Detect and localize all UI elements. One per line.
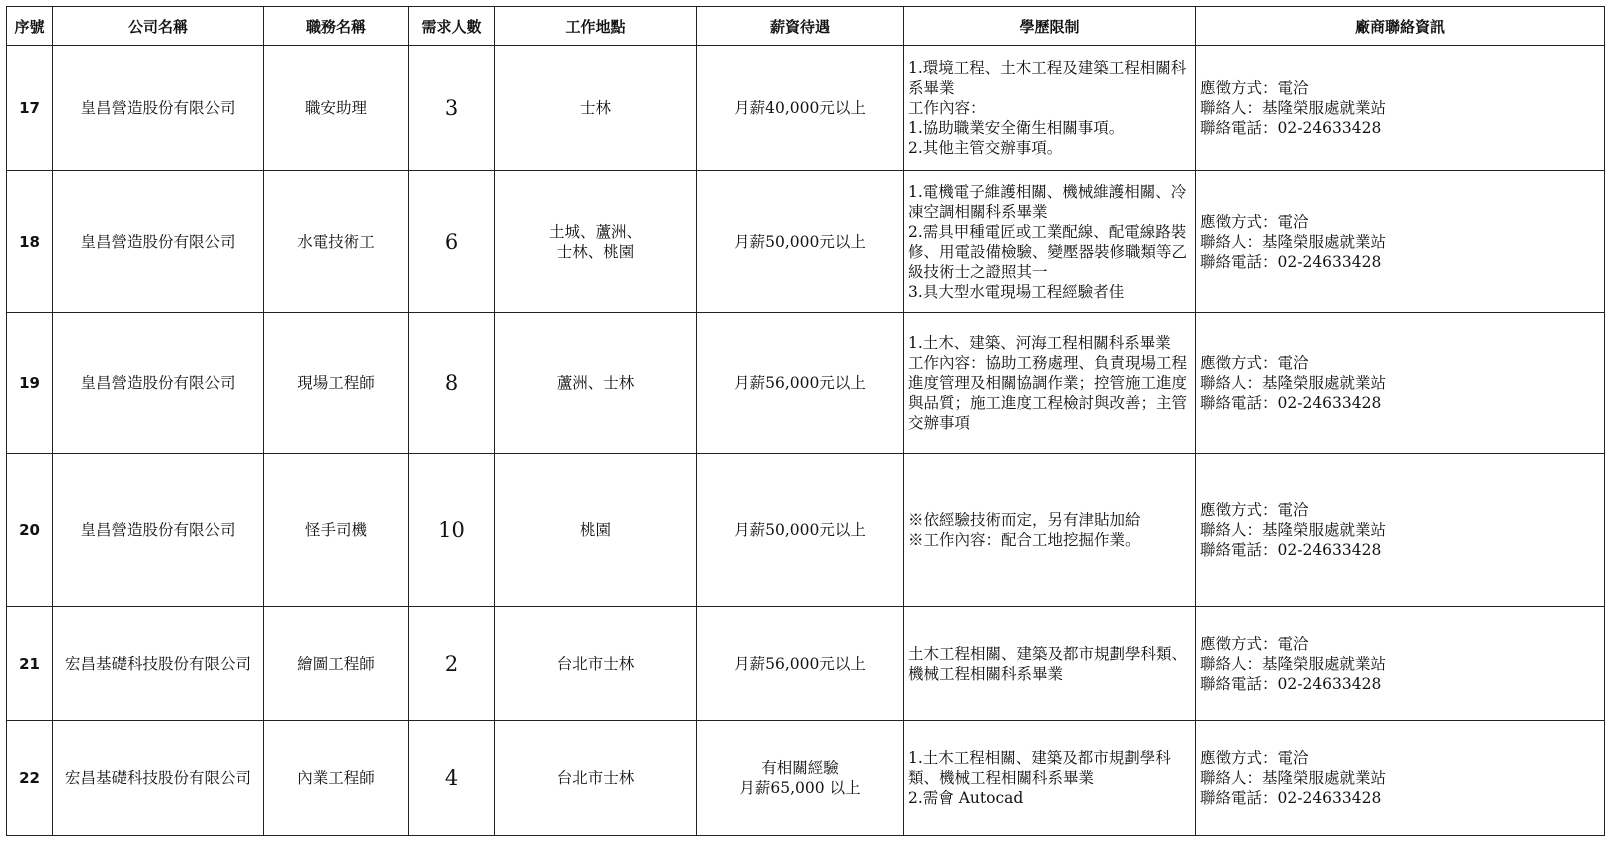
company-cell: 皇昌營造股份有限公司 (53, 171, 264, 313)
header-job: 職務名稱 (264, 7, 409, 46)
job-cell: 現場工程師 (264, 313, 409, 454)
salary-line: 月薪56,000元以上 (734, 654, 866, 673)
contact-phone: 聯絡電話：02-24633428 (1200, 119, 1382, 137)
location-line: 士林、桃園 (556, 242, 635, 261)
contact-cell (1196, 46, 1605, 171)
location-line: 土城、蘆洲、 (548, 222, 642, 241)
education-line: 1.土木工程相關、建築及都市規劃學科類、機械工程相關科系畢業 (908, 749, 1171, 787)
education-line: 1.環境工程、土木工程及建築工程相關科系畢業 (908, 59, 1187, 97)
contact-person: 聯絡人：基隆榮服處就業站 (1200, 374, 1387, 392)
salary-cell (697, 721, 904, 836)
company-cell: 皇昌營造股份有限公司 (53, 454, 264, 607)
seq-cell: 20 (7, 454, 53, 607)
salary-line: 月薪56,000元以上 (734, 374, 866, 392)
salary-cell (697, 171, 904, 313)
count-cell: 4 (409, 721, 495, 836)
contact-person: 聯絡人：基隆榮服處就業站 (1200, 99, 1387, 117)
table-row (7, 171, 1605, 313)
job-cell: 繪圖工程師 (264, 607, 409, 721)
salary-line: 有相關經驗 (761, 759, 839, 777)
contact-cell (1196, 313, 1605, 454)
education-cell (904, 607, 1196, 721)
job-cell: 怪手司機 (264, 454, 409, 607)
education-cell (904, 721, 1196, 836)
education-cell (904, 313, 1196, 454)
contact-cell (1196, 607, 1605, 721)
job-cell: 內業工程師 (264, 721, 409, 836)
header-education: 學歷限制 (904, 7, 1196, 46)
education-line: 2.需會 Autocad (908, 789, 1024, 807)
contact-cell (1196, 171, 1605, 313)
count-cell: 2 (409, 607, 495, 721)
location-line: 台北市士林 (556, 654, 635, 673)
education-line: 3.具大型水電現場工程經驗者佳 (908, 282, 1125, 301)
header-company: 公司名稱 (53, 7, 264, 46)
header-row (7, 7, 1605, 46)
contact-cell (1196, 721, 1605, 836)
contact-method: 應徵方式：電洽 (1200, 749, 1309, 767)
count-cell: 6 (409, 171, 495, 313)
job-cell: 職安助理 (264, 46, 409, 171)
contact-cell (1196, 454, 1605, 607)
education-line: 1.電機電子維護相關、機械維護相關、冷凍空調相關科系畢業 (908, 182, 1187, 221)
salary-line: 月薪50,000元以上 (734, 521, 866, 539)
education-line: 1.協助職業安全衛生相關事項。 (908, 119, 1125, 137)
salary-line: 月薪40,000元以上 (734, 99, 866, 117)
education-line: ※工作內容：配合工地挖掘作業。 (908, 531, 1141, 549)
education-line: 2.其他主管交辦事項。 (908, 139, 1063, 157)
table-row (7, 454, 1605, 607)
contact-phone: 聯絡電話：02-24633428 (1200, 674, 1382, 693)
salary-line: 月薪65,000 以上 (739, 779, 861, 797)
contact-phone: 聯絡電話：02-24633428 (1200, 394, 1382, 412)
seq-cell: 19 (7, 313, 53, 454)
education-cell (904, 454, 1196, 607)
company-cell: 皇昌營造股份有限公司 (53, 313, 264, 454)
seq-cell: 17 (7, 46, 53, 171)
location-cell (495, 454, 697, 607)
contact-method: 應徵方式：電洽 (1200, 634, 1309, 653)
header-location: 工作地點 (495, 7, 697, 46)
seq-cell: 21 (7, 607, 53, 721)
contact-person: 聯絡人：基隆榮服處就業站 (1200, 521, 1387, 539)
table-row (7, 46, 1605, 171)
salary-cell (697, 313, 904, 454)
location-line: 台北市士林 (556, 769, 635, 787)
location-cell (495, 171, 697, 313)
contact-method: 應徵方式：電洽 (1200, 79, 1309, 97)
table-row (7, 721, 1605, 836)
education-line: 2.需具甲種電匠或工業配線、配電線路裝修、用電設備檢驗、變壓器裝修職類等乙級技術士之證照其一 (908, 222, 1188, 281)
contact-phone: 聯絡電話：02-24633428 (1200, 541, 1382, 559)
header-salary: 薪資待遇 (697, 7, 904, 46)
contact-phone: 聯絡電話：02-24633428 (1200, 789, 1382, 807)
education-line: 工作內容： (908, 99, 986, 117)
location-line: 桃園 (579, 521, 611, 539)
contact-person: 聯絡人：基隆榮服處就業站 (1200, 769, 1387, 787)
contact-person: 聯絡人：基隆榮服處就業站 (1200, 654, 1387, 673)
header-contact: 廠商聯絡資訊 (1196, 7, 1605, 46)
job-listing-table (6, 6, 1605, 836)
job-cell: 水電技術工 (264, 171, 409, 313)
salary-cell (697, 607, 904, 721)
location-cell (495, 607, 697, 721)
count-cell: 3 (409, 46, 495, 171)
table-row (7, 313, 1605, 454)
location-line: 士林 (579, 99, 611, 117)
salary-cell (697, 454, 904, 607)
salary-cell (697, 46, 904, 171)
table-row (7, 607, 1605, 721)
contact-method: 應徵方式：電洽 (1200, 212, 1309, 231)
contact-phone: 聯絡電話：02-24633428 (1200, 252, 1382, 271)
education-line: 1.土木、建築、河海工程相關科系畢業 (908, 334, 1171, 352)
education-cell (904, 171, 1196, 313)
company-cell: 皇昌營造股份有限公司 (53, 46, 264, 171)
education-line: 工作內容：協助工務處理、負責現場工程進度管理及相關協調作業；控管施工進度與品質；施工進度工程檢討與改善；主管交辦事項 (908, 354, 1188, 432)
location-cell (495, 313, 697, 454)
salary-line: 月薪50,000元以上 (734, 232, 866, 251)
header-seq: 序號 (7, 7, 53, 46)
count-cell: 8 (409, 313, 495, 454)
education-line: ※依經驗技術而定，另有津貼加給 (908, 511, 1141, 529)
location-line: 蘆洲、士林 (556, 374, 635, 392)
seq-cell: 22 (7, 721, 53, 836)
location-cell (495, 46, 697, 171)
contact-person: 聯絡人：基隆榮服處就業站 (1200, 232, 1387, 251)
location-cell (495, 721, 697, 836)
count-cell: 10 (409, 454, 495, 607)
contact-method: 應徵方式：電洽 (1200, 501, 1309, 519)
seq-cell: 18 (7, 171, 53, 313)
header-count: 需求人數 (409, 7, 495, 46)
contact-method: 應徵方式：電洽 (1200, 354, 1309, 372)
education-cell (904, 46, 1196, 171)
education-line: 土木工程相關、建築及都市規劃學科類、機械工程相關科系畢業 (908, 644, 1188, 683)
company-cell: 宏昌基礎科技股份有限公司 (53, 721, 264, 836)
company-cell: 宏昌基礎科技股份有限公司 (53, 607, 264, 721)
